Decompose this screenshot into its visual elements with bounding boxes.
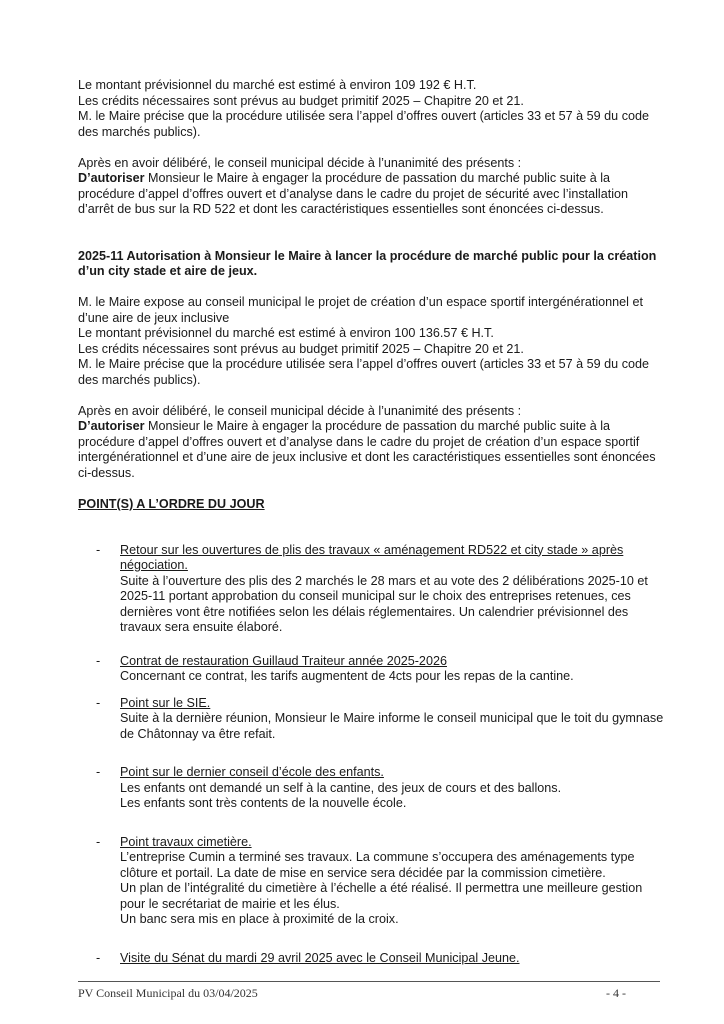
- decision-text: Monsieur le Maire à engager la procédure de passation du marché public suite à la procédure d’appel d’offres ouvert et d’analyse dans le cadre du projet de création d’un espace sportif intergénérationnel et d’une aire de jeux inclusive et dont les caractéristiques essentielles sont énoncées ci-dessus.: [78, 419, 656, 480]
- agenda-title: POINT(S) A L’ORDRE DU JOUR: [78, 497, 265, 511]
- decision-paragraph: [78, 419, 664, 481]
- page-footer: [78, 986, 626, 1002]
- list-dash: -: [96, 834, 101, 849]
- agenda-item: [78, 765, 664, 812]
- decision-paragraph: [78, 171, 664, 218]
- decision-intro: Après en avoir délibéré, le conseil municipal décide à l’unanimité des présents :: [78, 403, 522, 418]
- decision-keyword: D’autoriser: [78, 419, 145, 433]
- list-dash: -: [96, 542, 101, 557]
- agenda-item-text: Concernant ce contrat, les tarifs augmentent de 4cts pour les repas de la cantine.: [120, 669, 574, 683]
- list-dash: -: [96, 695, 101, 710]
- deliberation-title: 2025-11 Autorisation à Monsieur le Maire à lancer la procédure de marché public pour la création d’un city stade et aire de jeux.: [78, 248, 657, 278]
- agenda-item-text: Suite à l’ouverture des plis des 2 marchés le 28 mars et au vote des 2 délibérations 2025-10 et 2025-11 portant approbation du conseil municipal sur le choix des entreprises retenues, ces dernières vont être notifiées selon les délais réglementaires. Un calendrier prévisionnel des travaux sera ensuite élaboré.: [120, 573, 648, 634]
- list-dash: -: [96, 950, 101, 965]
- agenda-item: [78, 543, 664, 636]
- estimated-amount-line: Le montant prévisionnel du marché est estimé à environ 109 192 € H.T.: [78, 78, 477, 92]
- agenda-item-heading: Point travaux cimetière.: [120, 834, 252, 849]
- agenda-item-text: Suite à la dernière réunion, Monsieur le Maire informe le conseil municipal que le toit du gymnase de Châtonnay va être refait.: [120, 711, 664, 741]
- deliberation-2025-11: [78, 249, 664, 482]
- procedure-line: M. le Maire précise que la procédure utilisée sera l’appel d’offres ouvert (articles 33 et 57 à 59 du code des marchés publics).: [78, 357, 649, 387]
- estimated-amount-line: Le montant prévisionnel du marché est estimé à environ 100 136.57 € H.T.: [78, 326, 494, 340]
- agenda-item-text: Les enfants ont demandé un self à la cantine, des jeux de cours et des ballons.: [120, 780, 562, 795]
- document-page: [78, 78, 664, 966]
- procedure-line: M. le Maire précise que la procédure utilisée sera l’appel d’offres ouvert (articles 33 et 57 à 59 du code des marchés publics).: [78, 109, 649, 139]
- decision-keyword: D’autoriser: [78, 171, 145, 185]
- agenda-item-heading: Point sur le SIE.: [120, 695, 211, 710]
- footer-document-title: PV Conseil Municipal du 03/04/2025: [78, 986, 258, 1000]
- agenda-item: [78, 951, 664, 967]
- previous-deliberation-block: [78, 78, 664, 218]
- agenda-item-heading: Visite du Sénat du mardi 29 avril 2025 avec le Conseil Municipal Jeune.: [120, 950, 520, 965]
- list-dash: -: [96, 765, 101, 779]
- page-number: - 4 -: [606, 986, 626, 1000]
- agenda-item: [78, 835, 664, 928]
- agenda-item: [78, 654, 664, 685]
- agenda-item-text: L’entreprise Cumin a terminé ses travaux. La commune s’occupera des aménagements type clôture et portail. La date de mise en service sera décidée par la commission cimetière.: [120, 850, 635, 880]
- budget-line: Les crédits nécessaires sont prévus au budget primitif 2025 – Chapitre 20 et 21.: [78, 341, 524, 356]
- agenda-item-heading: Point sur le dernier conseil d’école des enfants.: [120, 765, 384, 779]
- agenda-list: [78, 543, 664, 967]
- decision-text: Monsieur le Maire à engager la procédure de passation du marché public suite à la procédure d’appel d’offres ouvert et d’analyse dans le cadre du projet de sécurité avec l’installation d’arrêt de bus sur la RD 522 et dont les caractéristiques essentielles sont énoncées ci-dessus.: [78, 171, 629, 216]
- agenda-item-text: Les enfants sont très contents de la nouvelle école.: [120, 796, 407, 810]
- agenda-item-text: Un banc sera mis en place à proximité de la croix.: [120, 912, 399, 926]
- agenda-item-heading: Retour sur les ouvertures de plis des travaux « aménagement RD522 et city stade » après négociation.: [120, 542, 624, 572]
- budget-line: Les crédits nécessaires sont prévus au budget primitif 2025 – Chapitre 20 et 21.: [78, 93, 524, 108]
- decision-intro: Après en avoir délibéré, le conseil municipal décide à l’unanimité des présents :: [78, 155, 522, 170]
- footer-divider: [78, 981, 660, 982]
- agenda-item-text: Un plan de l’intégralité du cimetière à l’échelle a été réalisé. Il permettra une meilleure gestion pour le secrétariat de mairie et les élus.: [120, 881, 643, 911]
- agenda-item-heading: Contrat de restauration Guillaud Traiteur année 2025-2026: [120, 653, 447, 668]
- agenda-item: [78, 696, 664, 743]
- project-description-line: M. le Maire expose au conseil municipal le projet de création d’un espace sportif intergénérationnel et d’une aire de jeux inclusive: [78, 295, 643, 325]
- list-dash: -: [96, 653, 101, 668]
